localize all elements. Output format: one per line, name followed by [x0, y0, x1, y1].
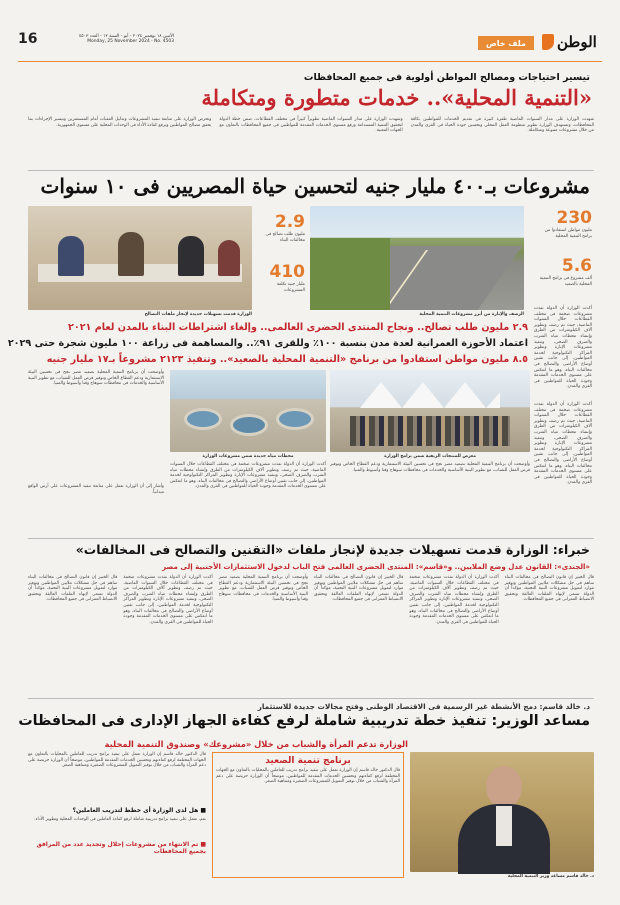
- road-photo: [310, 206, 524, 310]
- person: [58, 236, 84, 276]
- portrait-shirt: [496, 806, 512, 846]
- program-box-title: برنامج تنمية الصعيد: [265, 756, 351, 766]
- tank: [276, 408, 314, 430]
- article-column: أكدت الوزارة أن الدولة نفذت مشروعات ضخمة فى مختلف القطاعات خلال السنوات الماضية، حيث تم رصف وتطوير آلاف الكيلومترات من الطرق وإنشاء محطات مياه الشرب والصرف الصحى، وتنفيذ مشروعات الإنارة وتطوير المراكز التكنولوجية لخدمة المواطنين، إلى جانب تقنين أوضاع الأراضى والتصالح فى مخالفات البناء، وهو ما انعكس على مستوى الخدمات المقدمة وجودة الحياة للمواطنين فى القرى والمدن.: [409, 575, 499, 625]
- photo-caption: محطات مياه جديدة ضمن مشروعات الوزارة: [202, 454, 294, 459]
- stat-label: مليون مواطن استفادوا من برامج التنمية المحلية: [544, 228, 592, 239]
- assistant-headline: مساعد الوزير: تنفيذ خطة تدريبية شاملة لرفع كفاءة الجهاز الإدارى فى المحافظات: [18, 713, 590, 729]
- article-body: أكدت الوزارة أن الدولة نفذت مشروعات ضخمة فى مختلف القطاعات خلال السنوات الماضية، حيث تم رصف وتطوير آلاف الكيلومترات من الطرق وإنشاء محطات مياه الشرب والصرف الصحى، وتنفيذ مشروعات الإنارة وتطوير المراكز التكنولوجية لخدمة المواطنين، إلى جانب تقنين أوضاع الأراضى والتصالح فى مخالفات البناء، وهو ما انعكس على مستوى الخدمات المقدمة وجودة الحياة للمواطنين فى القرى والمدن.: [170, 462, 326, 490]
- assistant-kicker: د. خالد قاسم: دمج الأنشطة غير الرسمية فى الاقتصاد الوطنى وفتح مجالات جديدة للاستثمار: [257, 702, 590, 711]
- divider: [28, 170, 594, 171]
- top-story-intro: [28, 117, 594, 165]
- stat-number: 2.9: [274, 212, 305, 232]
- intro-column: وشهدت الوزارة على مدار السنوات الماضية تطويراً كبيراً فى مختلف القطاعات، ضمن خطة الدولة لتحقيق التنمية المستدامة ورفع مستوى الخدمات المقدمة للمواطنين فى جميع المحافظات بالتعاون مع الجهات المعنية.: [219, 117, 403, 134]
- intro-column: وتحرص الوزارة على متابعة تنفيذ المشروعات وتذليل العقبات أمام المستثمرين وتيسير الإجراءات بما يحقق مصالح المواطنين ويرفع كفاءة الأداء فى الوحدات المحلية على مستوى الجمهورية.: [28, 117, 212, 128]
- stat-number: 5.6: [561, 256, 592, 276]
- stat-box: [255, 262, 305, 306]
- article-body: قال الدكتور خالد قاسم إن الوزارة تعمل على تنفيذ برامج تدريب للعاملين بالمحليات بالتعاون مع الجهات المختلفة لرفع كفاءتهم وتحسين الخدمات المقدمة للمواطنين، موضحاً أن الوزارة حريصة على دعم المرأة والشباب من خلال توفير التمويل للمشروعات الصغيرة ومتناهية الصغر.: [28, 752, 206, 769]
- stat-number: 230: [556, 208, 592, 228]
- top-story-kicker: تيسير احتياجات ومصالح المواطن أولوية فى جميع المحافظات: [303, 72, 590, 83]
- subhead: اعتماد الأحوزة العمرانية لعدة مدن بنسبة ١٠٠٪ وللقرى ٩١٪.. والمساهمة فى زراعة ١٠٠ مليون شجرة حتى ٢٠٢٩: [7, 338, 528, 349]
- portrait-head: [486, 766, 522, 808]
- article-column: وأوضحت أن برنامج التنمية المحلية بصعيد مصر نجح فى تحسين البيئة الاستثمارية ودعم القطاع الخاص وتوفير فرص العمل للشباب، مع تطوير البنية الأساسية والخدمات فى محافظات سوهاج وقنا وأسيوط والمنيا.: [218, 575, 309, 603]
- green-field: [310, 238, 390, 310]
- stat-box: [534, 208, 592, 254]
- article-body: وأوضحت أن برنامج التنمية المحلية بصعيد مصر نجح فى تحسين البيئة الاستثمارية ودعم القطاع الخاص وتوفير فرص العمل للشباب، مع تطوير البنية الأساسية والخدمات فى محافظات سوهاج وقنا وأسيوط والمنيا.: [330, 462, 530, 473]
- expert-headline: خبراء: الوزارة قدمت تسهيلات جديدة لإنجاز ملفات «التقنين والتصالح فى المخالفات»: [75, 542, 590, 557]
- top-story-headline: «التنمية المحلية».. خدمات متطورة ومتكاملة: [201, 85, 592, 110]
- date-line-english: Monday, 25 November 2024 - No. 4503: [87, 39, 174, 44]
- logo-mark-icon: [542, 34, 554, 50]
- article-column: قال الخبير إن قانون التصالح فى مخالفات البناء ساهم فى حل مشكلات ملايين المواطنين وتوفير موارد لتمويل مشروعات البنية التحتية، مؤكداً أن الدولة تسعى لإنهاء الملفات العالقة وتحقيق الانضباط العمرانى فى جميع المحافظات.: [28, 575, 118, 603]
- section-label-tab: [478, 36, 534, 50]
- logo: [542, 32, 602, 52]
- qa-answer: نعم، نعمل على تنفيذ برامج تدريبية شاملة لرفع كفاءة العاملين فى الوحدات المحلية وتطوير الأداء.: [34, 817, 206, 822]
- portrait-photo: [410, 752, 594, 872]
- person: [218, 240, 240, 276]
- article-column: قال الخبير إن قانون التصالح فى مخالفات البناء ساهم فى حل مشكلات ملايين المواطنين وتوفير موارد لتمويل مشروعات البنية التحتية، مؤكداً أن الدولة تسعى لإنهاء الملفات العالقة وتحقيق الانضباط العمرانى فى جميع المحافظات.: [314, 575, 404, 603]
- stat-label: مليون طلب تصالح فى مخالفات البناء: [265, 232, 305, 243]
- water-plant-photo: [170, 370, 326, 452]
- stat-box: [534, 256, 592, 302]
- stat-box: [255, 212, 305, 256]
- logo-text: الوطن: [557, 33, 597, 51]
- section-label: ملف خاص: [485, 38, 526, 48]
- office-photo: [28, 206, 252, 310]
- photo-caption: د. خالد قاسم مساعد وزير التنمية المحلية: [507, 874, 594, 879]
- photo-caption: الوزارة قدمت تسهيلات جديدة لإنجاز ملفات التصالح: [144, 312, 252, 317]
- date-block: [44, 34, 174, 44]
- qa-question: ■ هل لدى الوزارة أى خطط لتدريب العاملين؟: [72, 807, 206, 814]
- article-body: أكدت الوزارة أن الدولة نفذت مشروعات ضخمة فى مختلف القطاعات خلال السنوات الماضية، حيث تم رصف وتطوير آلاف الكيلومترات من الطرق وإنشاء محطات مياه الشرب والصرف الصحى، وتنفيذ مشروعات الإنارة وتطوير المراكز التكنولوجية لخدمة المواطنين، إلى جانب تقنين أوضاع الأراضى والتصالح فى مخالفات البناء، وهو ما انعكس على مستوى الخدمات المقدمة وجودة الحياة للمواطنين فى القرى والمدن.: [534, 402, 592, 486]
- date-line-arabic: الأثنين ١٨ نوفمبر ٢٠٢٤ - أبو - السنة ١٢ - العدد ٤٥٠٣: [78, 34, 174, 39]
- stat-label: ألف مشروع فى برامج التنمية المحلية بالصعيد: [539, 276, 592, 287]
- article-body: وأوضحت أن برنامج التنمية المحلية بصعيد مصر نجح فى تحسين البيئة الاستثمارية ودعم القطاع الخاص وتوفير فرص العمل للشباب، مع تطوير البنية الأساسية والخدمات فى محافظات سوهاج وقنا وأسيوط والمنيا.: [28, 370, 164, 387]
- masthead-rule: [18, 61, 602, 62]
- intro-column: شهدت الوزارة على مدار السنوات الماضية طفرة كبيرة فى تقديم الخدمات للمواطنين بكافة المحافظات، وتستهدف الوزارة تطوير منظومة العمل المحلي وتحسين جودة الحياة فى القرى والمدن من خلال مشروعات متنوعة ومتكاملة.: [410, 117, 594, 134]
- stat-label: مليار جنيه تكلفة المشروعات: [276, 282, 305, 293]
- article-column: أكدت الوزارة أن الدولة نفذت مشروعات ضخمة فى مختلف القطاعات خلال السنوات الماضية، حيث تم رصف وتطوير آلاف الكيلومترات من الطرق وإنشاء محطات مياه الشرب والصرف الصحى، وتنفيذ مشروعات الإنارة وتطوير المراكز التكنولوجية لخدمة المواطنين، إلى جانب تقنين أوضاع الأراضى والتصالح فى مخالفات البناء، وهو ما انعكس على مستوى الخدمات المقدمة وجودة الحياة للمواطنين فى القرى والمدن.: [123, 575, 213, 625]
- expert-columns: [28, 575, 594, 693]
- main-story-headline: مشروعات بـ٤٠٠ مليار جنيه لتحسين حياة المصريين فى ١٠ سنوات: [40, 174, 590, 198]
- article-column: قال الخبير إن قانون التصالح فى مخالفات البناء ساهم فى حل مشكلات ملايين المواطنين وتوفير موارد لتمويل مشروعات البنية التحتية، مؤكداً أن الدولة تسعى لإنهاء الملفات العالقة وتحقيق الانضباط العمرانى فى جميع المحافظات.: [504, 575, 594, 603]
- page-number: 16: [18, 31, 38, 47]
- expert-deck: «الجندى»: القانون عدل وضع الملايين.. و«قاسم»: المنتدى الحضرى العالمى فتح الباب لدخول الاستثمارات الأجنبية إلى مصر: [162, 562, 590, 571]
- pull-quote: ■ تم الانتهاء من مشروعات إحلال وتجديد عدد من المرافق بجميع المحافظات: [36, 841, 206, 855]
- tank: [184, 408, 222, 430]
- photo-caption: الرصف والإنارة من أبرز مشروعات التنمية المحلية: [419, 312, 524, 317]
- exhibition-photo: [330, 370, 530, 452]
- divider: [28, 698, 594, 699]
- tank: [230, 414, 268, 436]
- article-body: أكدت الوزارة أن الدولة نفذت مشروعات ضخمة فى مختلف القطاعات خلال السنوات الماضية، حيث تم رصف وتطوير آلاف الكيلومترات من الطرق وإنشاء محطات مياه الشرب والصرف الصحى، وتنفيذ مشروعات الإنارة وتطوير المراكز التكنولوجية لخدمة المواطنين، إلى جانب تقنين أوضاع الأراضى والتصالح فى مخالفات البناء، وهو ما انعكس على مستوى الخدمات المقدمة وجودة الحياة للمواطنين فى القرى والمدن.: [534, 306, 592, 390]
- crowd: [350, 416, 510, 446]
- divider: [28, 538, 594, 539]
- article-body: وأشار إلى أن الوزارة تعمل على متابعة تنفيذ المشروعات على أرض الواقع ميدانياً.: [28, 484, 164, 495]
- subhead: ٨.٥ مليون مواطن استفادوا من برنامج «التنمية المحلية بالصعيد».. وتنفيذ ٢١٢٣ مشروعاً بـ١٧ مليار جنيه: [46, 354, 528, 365]
- subhead: ٢.٩ مليون طلب تصالح.. ونجاح المنتدى الحضرى العالمى.. وإلغاء اشتراطات البناء بالمدن لعام ٢٠٢١: [67, 322, 528, 333]
- pull-quote-column: [28, 752, 206, 878]
- stat-number: 410: [269, 262, 305, 282]
- photo-caption: معرض للمنتجات الريفية ضمن برامج الوزارة: [384, 454, 476, 459]
- tent-canopy: [360, 382, 500, 408]
- person: [118, 232, 144, 276]
- program-box: [212, 752, 404, 878]
- assistant-subhead: الوزارة تدعم المرأة والشباب من خلال «مشروعك» وصندوق التنمية المحلية: [104, 739, 408, 749]
- masthead: [18, 26, 602, 62]
- person: [178, 236, 204, 276]
- program-box-body: قال الدكتور خالد قاسم إن الوزارة تعمل على تنفيذ برامج تدريب للعاملين بالمحليات بالتعاون مع الجهات المختلفة لرفع كفاءتهم وتحسين الخدمات المقدمة للمواطنين، موضحاً أن الوزارة حريصة على دعم المرأة والشباب من خلال توفير التمويل للمشروعات الصغيرة ومتناهية الصغر.: [216, 768, 400, 785]
